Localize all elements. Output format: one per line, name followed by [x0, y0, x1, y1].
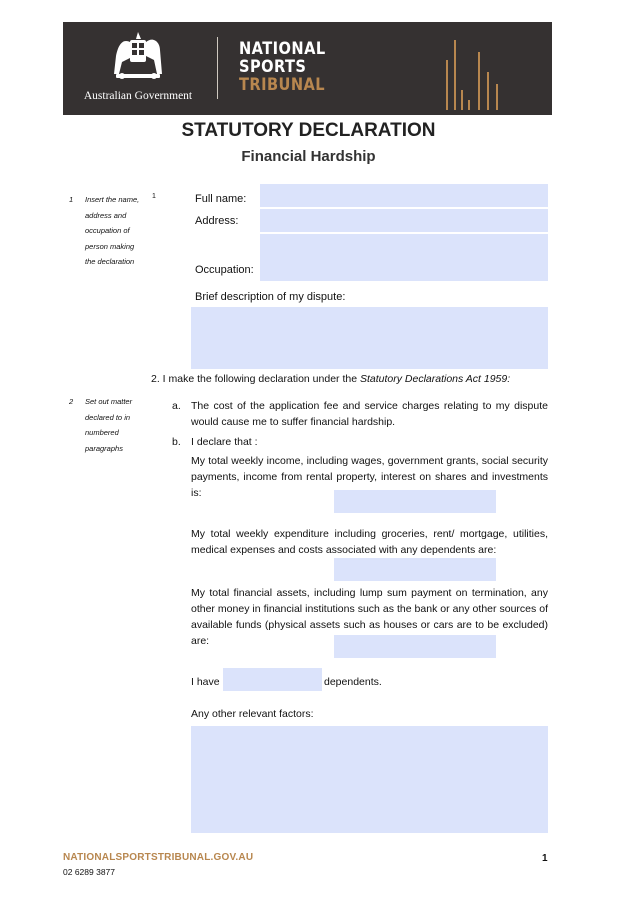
footer-phone: 02 6289 3877	[63, 867, 115, 877]
dispute-description-field[interactable]	[191, 307, 548, 369]
org-name-line1: NATIONAL	[239, 39, 326, 59]
item-a-marker: a.	[172, 400, 181, 412]
header-banner	[63, 22, 552, 115]
declaration-intro-text: 2. I make the following declaration under the	[151, 373, 360, 385]
item-b-marker: b.	[172, 436, 181, 448]
margin-note-number: 1	[69, 195, 74, 204]
footer-website-link[interactable]: NATIONALSPORTSTRIBUNAL.GOV.AU	[63, 852, 254, 863]
full-name-field[interactable]	[260, 184, 548, 207]
org-logo	[239, 40, 326, 94]
dependents-suffix: dependents.	[324, 676, 382, 688]
occupation-label: Occupation:	[195, 264, 254, 276]
org-name-line2: SPORTS	[239, 57, 307, 77]
page-title: STATUTORY DECLARATION	[181, 120, 436, 141]
margin-note-number: 2	[69, 397, 74, 406]
item-b-text: I declare that :	[191, 436, 258, 448]
item-a-text: The cost of the application fee and service charges relating to my dispute would cause me to suffer financial hardship.	[191, 400, 548, 428]
coat-of-arms-icon	[108, 30, 168, 82]
page-subtitle: Financial Hardship	[241, 148, 376, 165]
weekly-income-text: My total weekly income, including wages, government grants, social security payments, income from rental property, interest on shares and investments is:	[191, 455, 548, 499]
financial-assets-text: My total financial assets, including lump sum payment on termination, any other money in financial institutions such as the bank or any other sources of available funds (physical assets such as houses or cars are to be excluded) are:	[191, 587, 548, 647]
address-field[interactable]	[260, 209, 548, 232]
financial-assets-field[interactable]	[334, 635, 496, 658]
dependents-prefix: I have	[191, 676, 220, 688]
dispute-label: Brief description of my dispute:	[195, 291, 346, 303]
margin-note-text: Insert the name, address and occupation of person making the declaration	[85, 195, 140, 266]
org-name-line3: TRIBUNAL	[239, 75, 325, 95]
address-label: Address:	[195, 215, 239, 227]
margin-note-text: Set out matter declared to in numbered paragraphs	[85, 397, 133, 453]
dependents-field[interactable]	[223, 668, 322, 691]
weekly-expenditure-text: My total weekly expenditure including groceries, rent/ mortgage, utilities, medical expenses and costs associated with any dependents are:	[191, 528, 548, 556]
act-name: Statutory Declarations Act 1959:	[359, 373, 511, 385]
other-factors-field[interactable]	[191, 726, 548, 833]
full-name-label: Full name:	[195, 193, 247, 205]
weekly-income-field[interactable]	[334, 490, 496, 513]
page-number: 1	[542, 853, 548, 864]
other-factors-label: Any other relevant factors:	[191, 708, 314, 720]
occupation-field[interactable]	[260, 234, 548, 281]
weekly-expenditure-field[interactable]	[334, 558, 496, 581]
header-divider	[217, 37, 218, 99]
government-name: Australian Government	[83, 90, 193, 102]
decorative-bars-icon	[443, 32, 543, 112]
declaration-intro	[151, 371, 551, 387]
section1-marker: 1	[152, 193, 156, 200]
government-crest	[63, 30, 213, 110]
